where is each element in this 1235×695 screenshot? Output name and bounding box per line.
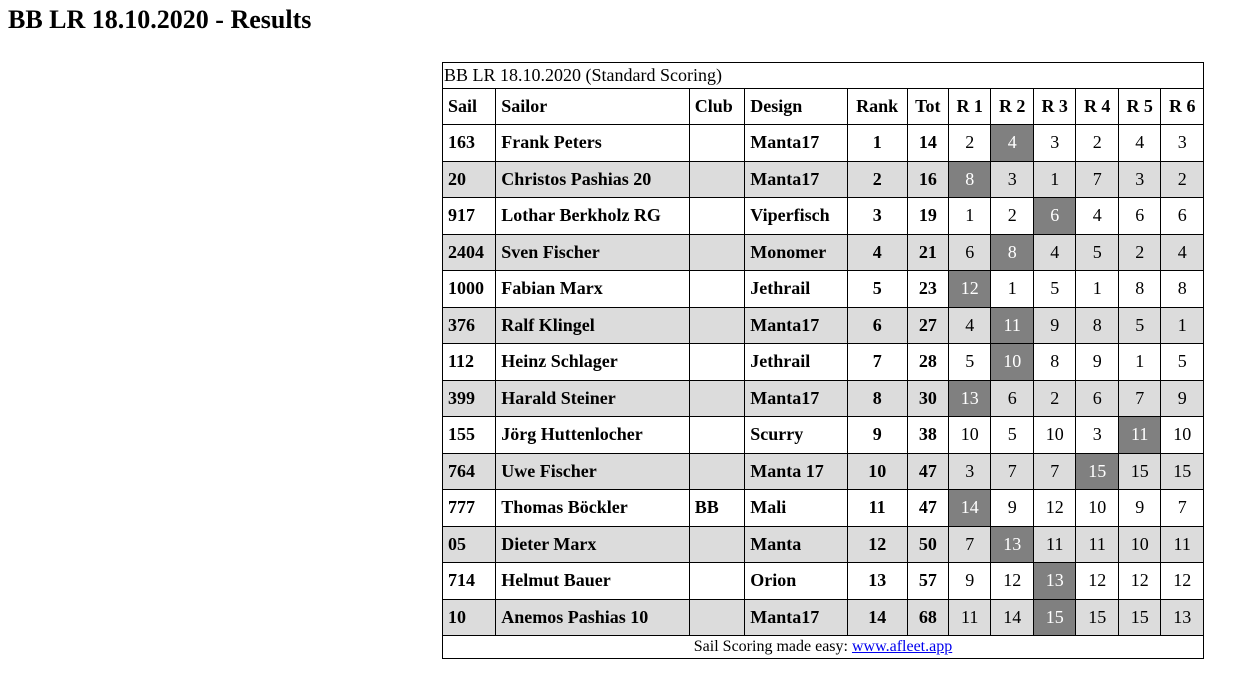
race-score-discarded: 13 [948, 380, 991, 417]
race-score: 5 [1033, 271, 1076, 308]
race-score: 12 [991, 563, 1034, 600]
race-score: 9 [991, 490, 1034, 527]
rank-cell: 5 [847, 271, 907, 308]
race-score: 9 [948, 563, 991, 600]
design-cell: Manta 17 [745, 453, 847, 490]
sail-cell: 10 [443, 599, 496, 636]
race-score: 7 [1076, 161, 1119, 198]
design-cell: Jethrail [745, 344, 847, 381]
race-score: 6 [948, 234, 991, 271]
race-score: 9 [1161, 380, 1204, 417]
race-score: 11 [1161, 526, 1204, 563]
race-score: 8 [1033, 344, 1076, 381]
table-row [443, 417, 1204, 454]
total-cell: 27 [907, 307, 948, 344]
race-score: 7 [1033, 453, 1076, 490]
race-score-discarded: 13 [1033, 563, 1076, 600]
race-score: 9 [1033, 307, 1076, 344]
total-cell: 57 [907, 563, 948, 600]
sail-cell: 714 [443, 563, 496, 600]
race-score: 4 [1161, 234, 1204, 271]
design-cell: Manta17 [745, 125, 847, 162]
sail-cell: 1000 [443, 271, 496, 308]
design-cell: Manta17 [745, 599, 847, 636]
race-score: 1 [1033, 161, 1076, 198]
table-row [443, 234, 1204, 271]
race-score: 2 [1161, 161, 1204, 198]
race-score-discarded: 15 [1033, 599, 1076, 636]
race-score: 3 [1118, 161, 1161, 198]
sail-cell: 2404 [443, 234, 496, 271]
race-score-discarded: 10 [991, 344, 1034, 381]
sailor-cell: Thomas Böckler [496, 490, 689, 527]
race-score: 13 [1161, 599, 1204, 636]
race-score: 6 [991, 380, 1034, 417]
race-score-discarded: 12 [948, 271, 991, 308]
table-caption: BB LR 18.10.2020 (Standard Scoring) [443, 63, 1204, 89]
race-score: 11 [1076, 526, 1119, 563]
race-score: 9 [1076, 344, 1119, 381]
sail-cell: 05 [443, 526, 496, 563]
race-score: 5 [1118, 307, 1161, 344]
race-score-discarded: 6 [1033, 198, 1076, 235]
club-cell [689, 599, 745, 636]
total-cell: 16 [907, 161, 948, 198]
race-score-discarded: 4 [991, 125, 1034, 162]
race-score: 15 [1118, 453, 1161, 490]
club-cell [689, 234, 745, 271]
race-score: 7 [948, 526, 991, 563]
header-tot: Tot [907, 89, 948, 125]
sailor-cell: Heinz Schlager [496, 344, 689, 381]
table-row [443, 125, 1204, 162]
rank-cell: 10 [847, 453, 907, 490]
race-score: 3 [1076, 417, 1119, 454]
race-score: 12 [1118, 563, 1161, 600]
table-row [443, 161, 1204, 198]
rank-cell: 7 [847, 344, 907, 381]
sailor-cell: Jörg Huttenlocher [496, 417, 689, 454]
header-row [443, 89, 1204, 125]
race-score: 11 [948, 599, 991, 636]
rank-cell: 6 [847, 307, 907, 344]
race-score: 10 [1161, 417, 1204, 454]
race-score: 2 [1118, 234, 1161, 271]
header-r3: R 3 [1033, 89, 1076, 125]
total-cell: 47 [907, 453, 948, 490]
sail-cell: 917 [443, 198, 496, 235]
table-row [443, 599, 1204, 636]
club-cell [689, 380, 745, 417]
club-cell [689, 271, 745, 308]
race-score: 14 [991, 599, 1034, 636]
sail-cell: 20 [443, 161, 496, 198]
race-score-discarded: 14 [948, 490, 991, 527]
total-cell: 14 [907, 125, 948, 162]
sailor-cell: Christos Pashias 20 [496, 161, 689, 198]
rank-cell: 9 [847, 417, 907, 454]
total-cell: 23 [907, 271, 948, 308]
total-cell: 21 [907, 234, 948, 271]
race-score: 6 [1161, 198, 1204, 235]
rank-cell: 1 [847, 125, 907, 162]
race-score: 2 [1033, 380, 1076, 417]
sailor-cell: Dieter Marx [496, 526, 689, 563]
race-score: 4 [1076, 198, 1119, 235]
race-score: 7 [1161, 490, 1204, 527]
race-score: 6 [1076, 380, 1119, 417]
table-row [443, 490, 1204, 527]
race-score: 5 [948, 344, 991, 381]
design-cell: Manta17 [745, 161, 847, 198]
header-r1: R 1 [948, 89, 991, 125]
sailor-cell: Harald Steiner [496, 380, 689, 417]
header-sail: Sail [443, 89, 496, 125]
race-score: 7 [991, 453, 1034, 490]
design-cell: Manta17 [745, 307, 847, 344]
sail-cell: 764 [443, 453, 496, 490]
race-score: 1 [991, 271, 1034, 308]
race-score-discarded: 8 [991, 234, 1034, 271]
race-score-discarded: 8 [948, 161, 991, 198]
table-row [443, 563, 1204, 600]
sail-cell: 112 [443, 344, 496, 381]
table-row [443, 307, 1204, 344]
race-score: 10 [1076, 490, 1119, 527]
rank-cell: 13 [847, 563, 907, 600]
race-score: 8 [1161, 271, 1204, 308]
club-cell [689, 453, 745, 490]
rank-cell: 14 [847, 599, 907, 636]
club-cell [689, 307, 745, 344]
race-score: 3 [991, 161, 1034, 198]
club-cell [689, 563, 745, 600]
race-score: 1 [1076, 271, 1119, 308]
race-score: 5 [1161, 344, 1204, 381]
club-cell: BB [689, 490, 745, 527]
race-score: 1 [1118, 344, 1161, 381]
sail-cell: 376 [443, 307, 496, 344]
race-score: 8 [1118, 271, 1161, 308]
total-cell: 47 [907, 490, 948, 527]
race-score: 1 [948, 198, 991, 235]
race-score: 4 [948, 307, 991, 344]
race-score-discarded: 13 [991, 526, 1034, 563]
page-title: BB LR 18.10.2020 - Results [8, 5, 312, 34]
race-score: 5 [991, 417, 1034, 454]
club-cell [689, 161, 745, 198]
race-score: 2 [991, 198, 1034, 235]
header-r6: R 6 [1161, 89, 1204, 125]
total-cell: 30 [907, 380, 948, 417]
table-row [443, 198, 1204, 235]
table-row [443, 344, 1204, 381]
race-score: 2 [948, 125, 991, 162]
design-cell: Manta17 [745, 380, 847, 417]
race-score: 3 [1033, 125, 1076, 162]
race-score: 10 [948, 417, 991, 454]
race-score: 7 [1118, 380, 1161, 417]
total-cell: 50 [907, 526, 948, 563]
design-cell: Monomer [745, 234, 847, 271]
sail-cell: 163 [443, 125, 496, 162]
sailor-cell: Lothar Berkholz RG [496, 198, 689, 235]
results-body [443, 125, 1204, 636]
sailor-cell: Sven Fischer [496, 234, 689, 271]
race-score: 2 [1076, 125, 1119, 162]
sail-cell: 777 [443, 490, 496, 527]
race-score: 15 [1118, 599, 1161, 636]
sailor-cell: Helmut Bauer [496, 563, 689, 600]
total-cell: 19 [907, 198, 948, 235]
race-score: 12 [1076, 563, 1119, 600]
design-cell: Viperfisch [745, 198, 847, 235]
club-cell [689, 125, 745, 162]
club-cell [689, 198, 745, 235]
header-rank: Rank [847, 89, 907, 125]
footer [443, 636, 1204, 659]
club-cell [689, 417, 745, 454]
race-score: 3 [948, 453, 991, 490]
header-sailor: Sailor [496, 89, 689, 125]
race-score-discarded: 11 [1118, 417, 1161, 454]
race-score: 10 [1118, 526, 1161, 563]
rank-cell: 2 [847, 161, 907, 198]
race-score: 6 [1118, 198, 1161, 235]
header-r2: R 2 [991, 89, 1034, 125]
header-r4: R 4 [1076, 89, 1119, 125]
sailor-cell: Ralf Klingel [496, 307, 689, 344]
design-cell: Manta [745, 526, 847, 563]
rank-cell: 4 [847, 234, 907, 271]
afleet-link[interactable]: www.afleet.app [851, 638, 953, 655]
race-score: 12 [1161, 563, 1204, 600]
design-cell: Jethrail [745, 271, 847, 308]
race-score: 10 [1033, 417, 1076, 454]
race-score: 8 [1076, 307, 1119, 344]
design-cell: Mali [745, 490, 847, 527]
results-table [442, 62, 1204, 659]
header-r5: R 5 [1118, 89, 1161, 125]
header-club: Club [689, 89, 745, 125]
rank-cell: 3 [847, 198, 907, 235]
race-score: 4 [1033, 234, 1076, 271]
rank-cell: 8 [847, 380, 907, 417]
race-score: 4 [1118, 125, 1161, 162]
footer-text: Sail Scoring made easy: [693, 638, 852, 655]
club-cell [689, 526, 745, 563]
design-cell: Scurry [745, 417, 847, 454]
club-cell [689, 344, 745, 381]
sailor-cell: Uwe Fischer [496, 453, 689, 490]
sail-cell: 399 [443, 380, 496, 417]
race-score-discarded: 15 [1076, 453, 1119, 490]
total-cell: 28 [907, 344, 948, 381]
sail-cell: 155 [443, 417, 496, 454]
race-score: 1 [1161, 307, 1204, 344]
race-score-discarded: 11 [991, 307, 1034, 344]
race-score: 12 [1033, 490, 1076, 527]
header-design: Design [745, 89, 847, 125]
total-cell: 68 [907, 599, 948, 636]
race-score: 3 [1161, 125, 1204, 162]
sailor-cell: Anemos Pashias 10 [496, 599, 689, 636]
table-row [443, 526, 1204, 563]
sailor-cell: Frank Peters [496, 125, 689, 162]
design-cell: Orion [745, 563, 847, 600]
race-score: 11 [1033, 526, 1076, 563]
race-score: 15 [1076, 599, 1119, 636]
race-score: 9 [1118, 490, 1161, 527]
race-score: 5 [1076, 234, 1119, 271]
race-score: 15 [1161, 453, 1204, 490]
rank-cell: 12 [847, 526, 907, 563]
sailor-cell: Fabian Marx [496, 271, 689, 308]
rank-cell: 11 [847, 490, 907, 527]
table-row [443, 380, 1204, 417]
table-row [443, 453, 1204, 490]
total-cell: 38 [907, 417, 948, 454]
table-row [443, 271, 1204, 308]
